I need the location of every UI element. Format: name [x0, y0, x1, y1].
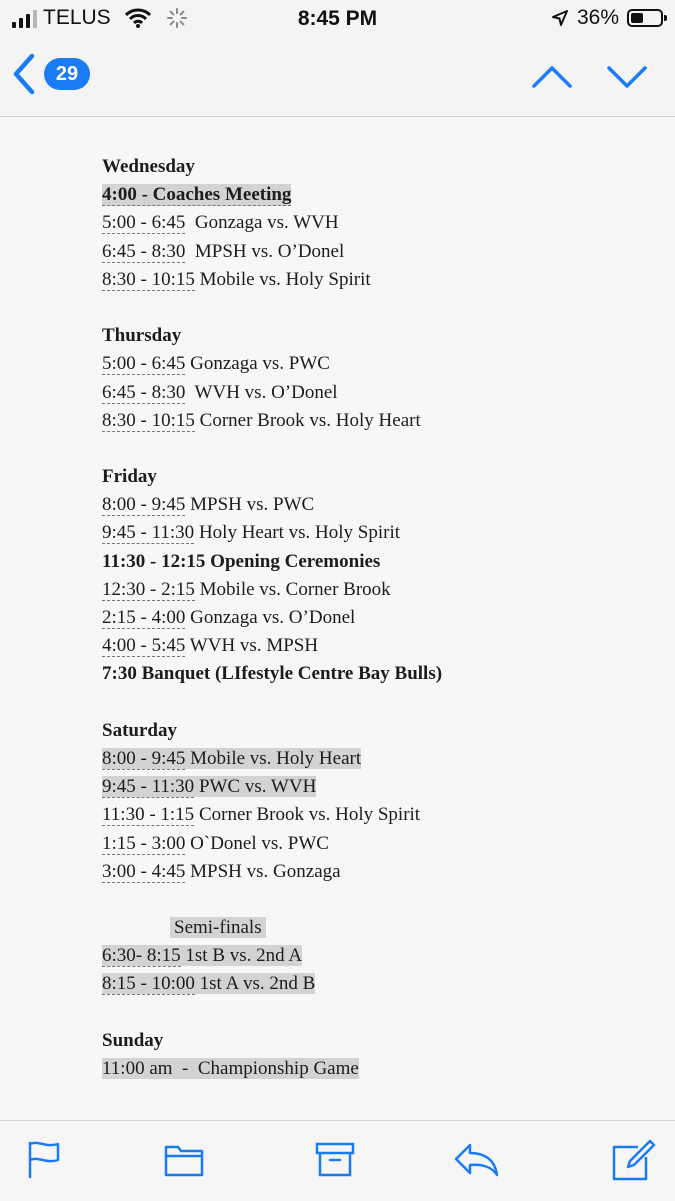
battery-percent: 36% [576, 6, 619, 29]
schedule-row: 4:00 - 5:45 WVH vs. MPSH [102, 635, 319, 657]
schedule-row: 8:15 - 10:00 1st A vs. 2nd B [102, 973, 316, 995]
schedule-row: 12:30 - 2:15 Mobile vs. Corner Brook [102, 578, 391, 600]
schedule-row: 5:00 - 6:45 Gonzaga vs. PWC [102, 353, 330, 375]
chevron-up-icon[interactable] [530, 60, 574, 92]
schedule-row: 6:45 - 8:30 WVH vs. O’Donel [102, 381, 338, 403]
mail-toolbar [0, 1120, 675, 1201]
schedule-row: 8:30 - 10:15 Corner Brook vs. Holy Heart [102, 409, 421, 431]
battery-icon [627, 9, 663, 27]
schedule-row: 6:30- 8:15 1st B vs. 2nd A [102, 945, 303, 967]
chevron-down-icon[interactable] [605, 60, 649, 92]
day-heading-saturday: Saturday [102, 719, 177, 741]
status-bar [0, 0, 675, 40]
schedule-row: 9:45 - 11:30 PWC vs. WVH [102, 776, 317, 798]
back-button[interactable] [10, 52, 90, 96]
message-body [0, 117, 675, 1120]
championship-game: 11:00 am - Championship Game [102, 1058, 359, 1079]
schedule-row: 8:00 - 9:45 MPSH vs. PWC [102, 494, 315, 516]
folder-icon[interactable] [163, 1139, 205, 1179]
reply-icon[interactable] [452, 1139, 500, 1179]
day-heading-thursday: Thursday [102, 325, 182, 347]
carrier-label: TELUS [43, 6, 111, 29]
opening-ceremonies: 11:30 - 12:15 Opening Ceremonies [102, 550, 381, 572]
schedule-row: 9:45 - 11:30 Holy Heart vs. Holy Spirit [102, 522, 401, 544]
semifinals-heading: Semi-finals [170, 917, 266, 938]
day-heading-friday: Friday [102, 466, 157, 488]
day-heading-sunday: Sunday [102, 1029, 164, 1051]
clock: 8:45 PM [297, 7, 378, 30]
mail-nav-bar [0, 40, 675, 117]
schedule-row: 8:30 - 10:15 Mobile vs. Holy Spirit [102, 268, 371, 290]
schedule-row: 8:00 - 9:45 Mobile vs. Holy Heart [102, 747, 362, 769]
banquet: 7:30 Banquet (LIfestyle Centre Bay Bulls) [102, 663, 443, 685]
coaches-meeting: 4:00 - Coaches Meeting [102, 184, 292, 206]
schedule-row: 6:45 - 8:30 MPSH vs. O’Donel [102, 240, 345, 262]
schedule-row: 2:15 - 4:00 Gonzaga vs. O’Donel [102, 607, 356, 628]
unread-count-badge: 29 [44, 58, 90, 90]
archive-icon[interactable] [314, 1139, 356, 1179]
day-heading-wednesday: Wednesday [102, 156, 195, 177]
schedule-row: 1:15 - 3:00 O`Donel vs. PWC [102, 832, 329, 854]
schedule-row: 5:00 - 6:45 Gonzaga vs. WVH [102, 212, 339, 234]
flag-icon[interactable] [26, 1139, 62, 1179]
schedule-document [102, 153, 442, 1083]
schedule-row: 11:30 - 1:15 Corner Brook vs. Holy Spirit [102, 804, 421, 826]
schedule-row: 3:00 - 4:45 MPSH vs. Gonzaga [102, 860, 341, 882]
location-arrow-icon [551, 9, 569, 27]
chevron-left-icon [10, 52, 38, 96]
compose-icon[interactable] [610, 1139, 656, 1183]
